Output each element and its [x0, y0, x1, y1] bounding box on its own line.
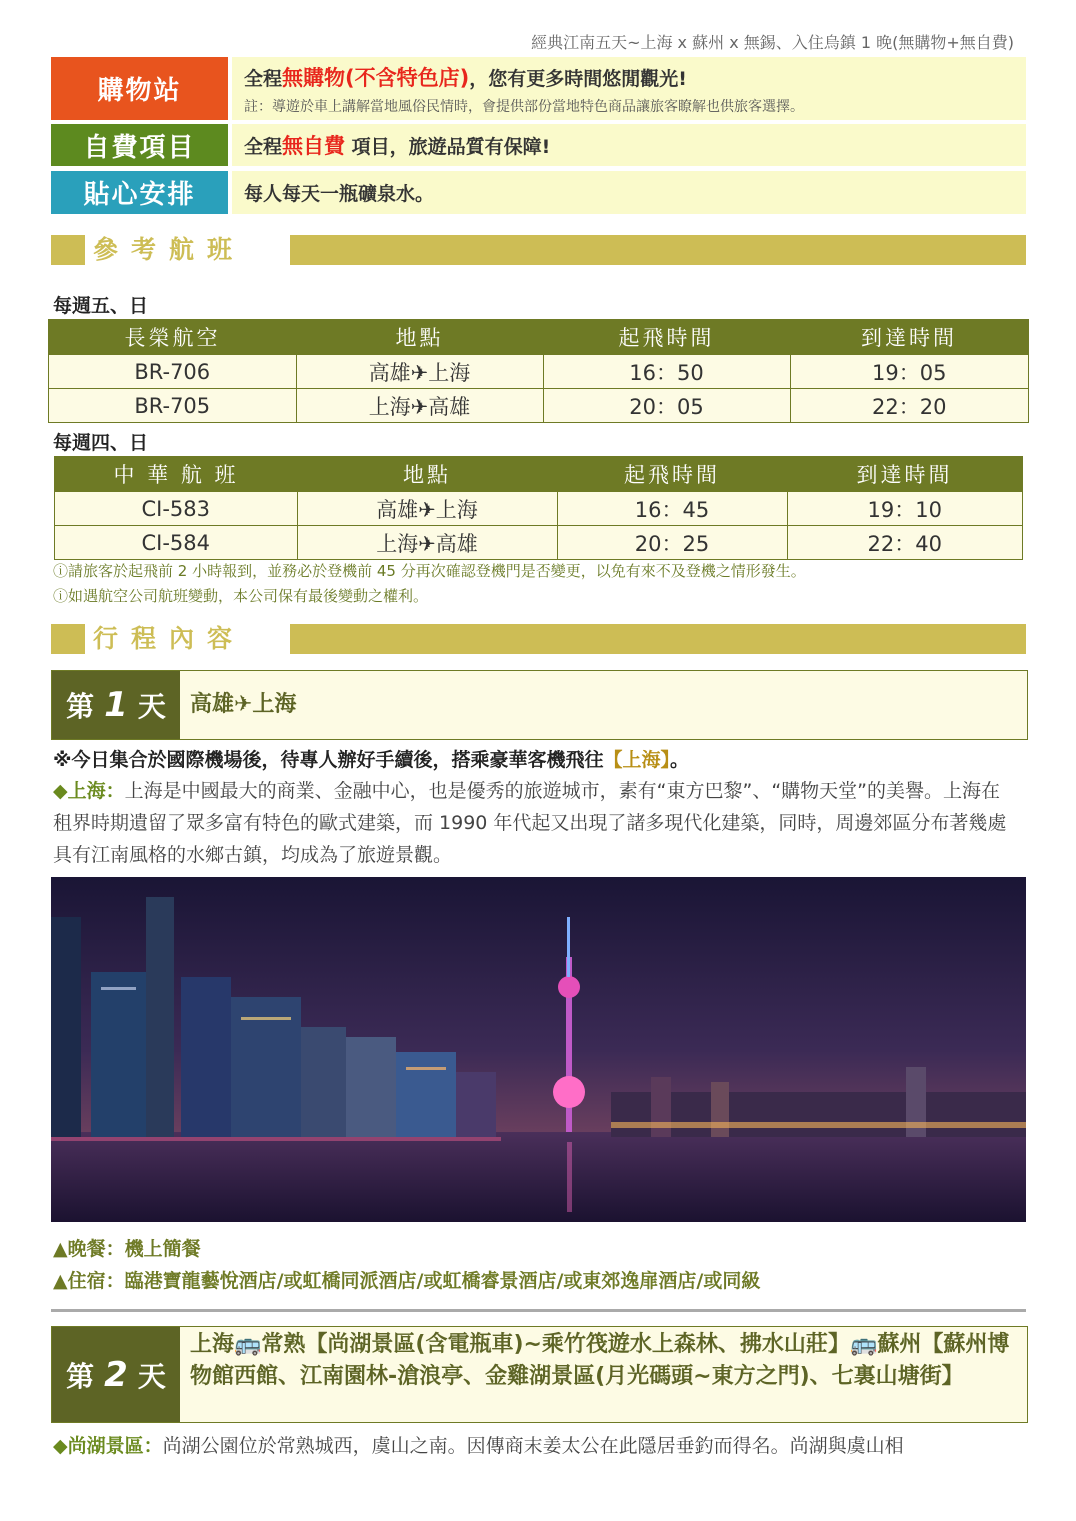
table-row — [49, 389, 1029, 423]
flight-route: 上海✈高雄 — [296, 389, 543, 423]
table-row — [55, 492, 1023, 526]
day2-title: 上海🚌常熟【尚湖景區(含電瓶車)~乘竹筏遊水上森林、拂水山莊】🚌蘇州【蘇州博物館西館、江南園林-滄浪亭、金雞湖景區(月光碼頭~東方之門)、七裏山塘街】 — [190, 1332, 1010, 1389]
day1-hotel: ▲住宿：臨港寶龍藝悅酒店/或虹橋同派酒店/或虹橋睿景酒店/或東郊逸扉酒店/或同級 — [53, 1270, 761, 1292]
flight-number: BR-706 — [49, 355, 297, 389]
arrival-time: 22：20 — [790, 389, 1029, 423]
col-header: 地點 — [297, 457, 557, 492]
care-label: 貼心安排 — [51, 171, 228, 214]
arrival-time: 22：40 — [787, 526, 1023, 560]
day2-description: ◆尚湖景區：尚湖公園位於常熟城西，虞山之南。因傳商末姜太公在此隱居垂釣而得名。尚湖與虞山相 — [53, 1435, 904, 1457]
shopping-content — [232, 57, 1026, 120]
shopping-note: 註：導遊於車上講解當地風俗民情時，會提供部份當地特色商品讓旅客瞭解也供旅客選擇。 — [244, 98, 804, 115]
table-header-row — [49, 320, 1029, 355]
day1-badge: 第 1 天 — [52, 671, 180, 739]
optional-label: 自費項目 — [51, 124, 228, 166]
care-content — [232, 171, 1026, 214]
flight-route: 上海✈高雄 — [297, 526, 557, 560]
table-row — [49, 355, 1029, 389]
col-header: 到達時間 — [787, 457, 1023, 492]
flight-table-china-airlines — [54, 456, 1023, 560]
feature-optional — [51, 124, 1026, 166]
flight-group-2-days: 每週四、日 — [53, 432, 149, 454]
day1-intro: ※今日集合於國際機場後，待專人辦好手續後，搭乘豪華客機飛往【上海】。 — [53, 749, 690, 771]
care-main: 每人每天一瓶礦泉水。 — [244, 183, 435, 205]
departure-time: 16：45 — [557, 492, 787, 526]
optional-main: 全程無自費 項目，旅遊品質有保障! — [244, 134, 551, 158]
flight-note-changes: ⓘ如遇航空公司航班變動，本公司保有最後變動之權利。 — [53, 587, 429, 605]
col-header: 到達時間 — [790, 320, 1029, 355]
arrival-time: 19：10 — [787, 492, 1023, 526]
table-header-row — [55, 457, 1023, 492]
flight-number: CI-583 — [55, 492, 298, 526]
day1-header — [51, 670, 1028, 740]
flight-note-checkin: ⓘ請旅客於起飛前 2 小時報到，並務必於登機前 45 分再次確認登機門是否變更，以免有來不及登機之情形發生。 — [53, 562, 806, 580]
day2-header — [51, 1326, 1028, 1423]
divider — [51, 1309, 1026, 1312]
flight-number: BR-705 — [49, 389, 297, 423]
departure-time: 16：50 — [543, 355, 790, 389]
flight-number: CI-584 — [55, 526, 298, 560]
day1-description: ◆上海：上海是中國最大的商業、金融中心，也是優秀的旅遊城市，素有“東方巴黎”、“購物天堂”的美譽。上海在租界時期遺留了眾多富有特色的歐式建築，而 1990 年代起又出現了諸多現代化建築，同時，周邊郊區分布著幾處具有江南風格的水鄉古鎮，均成為了旅遊景觀。 — [53, 780, 1007, 866]
section-itinerary-title: 行程內容 — [85, 624, 290, 654]
feature-care — [51, 171, 1026, 214]
day2-badge: 第 2 天 — [52, 1327, 180, 1422]
col-header: 起飛時間 — [543, 320, 790, 355]
feature-shopping — [51, 57, 1026, 120]
flight-group-1-days: 每週五、日 — [53, 295, 149, 317]
col-header: 中 華 航 班 — [55, 457, 298, 492]
departure-time: 20：25 — [557, 526, 787, 560]
shopping-main: 全程無購物(不含特色店)，您有更多時間悠閒觀光! — [244, 65, 687, 90]
table-row — [55, 526, 1023, 560]
arrival-time: 19：05 — [790, 355, 1029, 389]
flight-table-eva — [48, 319, 1029, 423]
flight-route: 高雄✈上海 — [297, 492, 557, 526]
shopping-label: 購物站 — [51, 57, 228, 120]
day1-dinner: ▲晚餐：機上簡餐 — [53, 1238, 201, 1260]
col-header: 長榮航空 — [49, 320, 297, 355]
optional-content — [232, 124, 1026, 166]
day1-title: 高雄✈上海 — [190, 692, 297, 717]
col-header: 起飛時間 — [557, 457, 787, 492]
flight-route: 高雄✈上海 — [296, 355, 543, 389]
section-flights — [51, 235, 1026, 265]
document-header: 經典江南五天~上海 x 蘇州 x 無錫、入住烏鎮 1 晚(無購物+無自費) — [531, 33, 1014, 52]
section-flights-title: 參考航班 — [85, 235, 290, 265]
shanghai-skyline-photo — [51, 877, 1026, 1222]
col-header: 地點 — [296, 320, 543, 355]
section-itinerary — [51, 624, 1026, 654]
departure-time: 20：05 — [543, 389, 790, 423]
